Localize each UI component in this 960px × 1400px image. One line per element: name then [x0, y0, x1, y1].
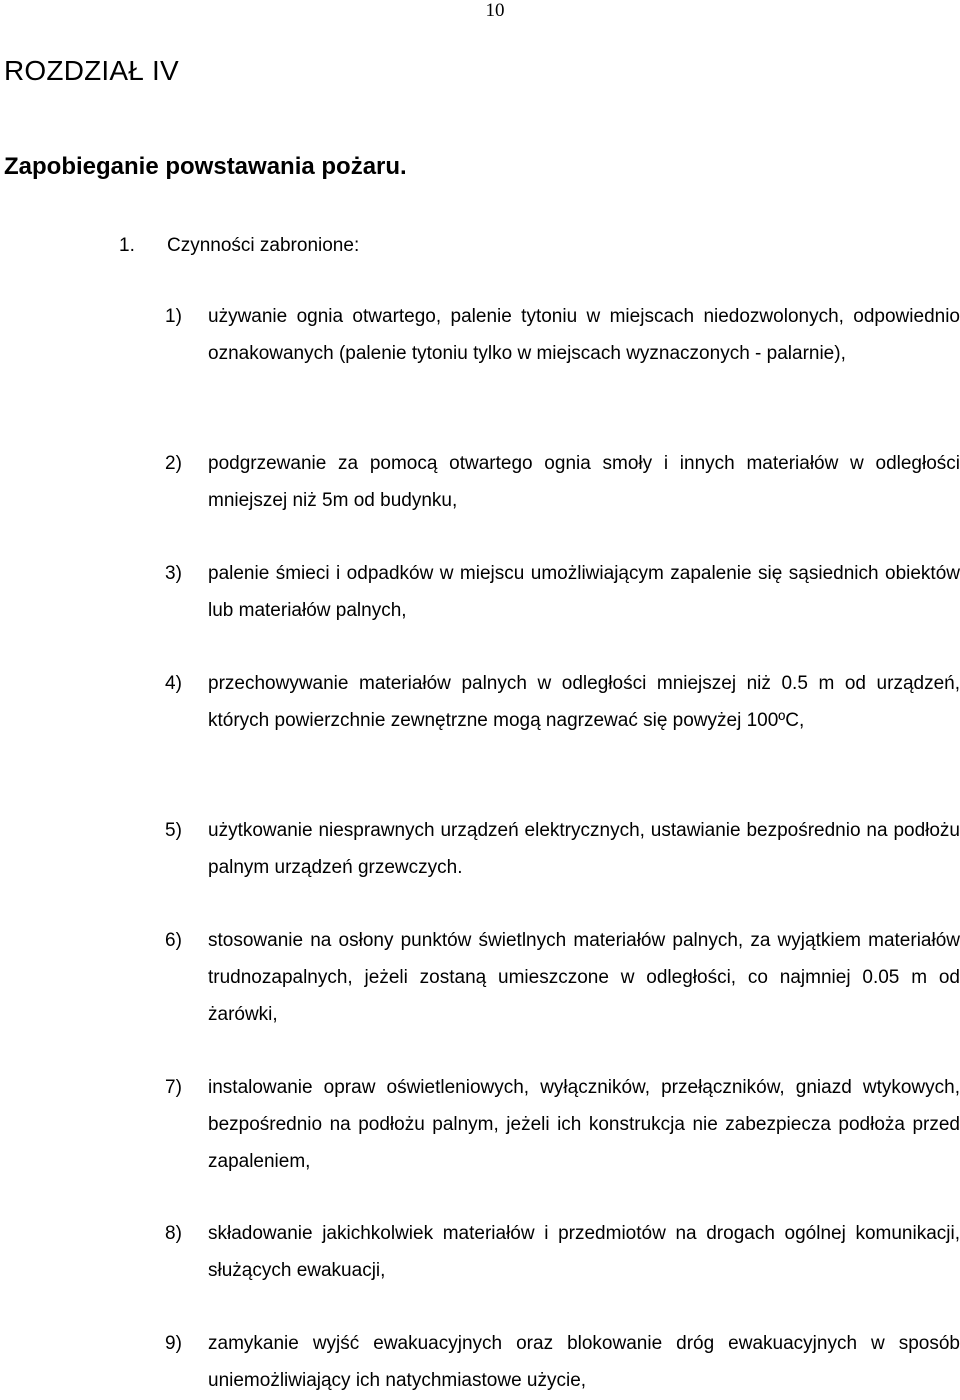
subsection-label: Czynności zabronione:	[167, 235, 360, 256]
list-item	[165, 1070, 960, 1180]
list-item-text: podgrzewanie za pomocą otwartego ognia smoły i innych materiałów w odległości mniejszej niż 5m od budynku,	[208, 453, 960, 511]
section-title: Zapobieganie powstawania pożaru.	[4, 153, 407, 180]
list-item-number: 8)	[165, 1223, 182, 1244]
list-item-text: przechowywanie materiałów palnych w odległości mniejszej niż 0.5 m od urządzeń, których powierzchnie zewnętrzne mogą nagrzewać się powyżej 100ºC,	[208, 673, 960, 731]
list-item-number: 4)	[165, 673, 182, 694]
list-item-text: stosowanie na osłony punktów świetlnych materiałów palnych, za wyjątkiem materiałów trudnozapalnych, jeżeli zostaną umieszczone w odległości, co najmniej 0.05 m od żarówki,	[208, 930, 960, 1025]
list-item	[165, 556, 960, 630]
page-number: 10	[485, 0, 505, 21]
list-item	[165, 923, 960, 1033]
list-item-number: 3)	[165, 563, 182, 584]
chapter-title: ROZDZIAŁ IV	[4, 55, 179, 86]
subsection-number: 1.	[119, 235, 135, 256]
list-item-text: składowanie jakichkolwiek materiałów i przedmiotów na drogach ogólnej komunikacji, służących ewakuacji,	[208, 1223, 960, 1281]
list-item	[165, 1216, 960, 1290]
list-item	[165, 1326, 960, 1400]
list-item-text: palenie śmieci i odpadków w miejscu umożliwiającym zapalenie się sąsiednich obiektów lub materiałów palnych,	[208, 563, 960, 621]
list-item	[165, 446, 960, 520]
list-item-number: 1)	[165, 306, 182, 327]
list-item-number: 2)	[165, 453, 182, 474]
list-item	[165, 299, 960, 373]
list-item-number: 5)	[165, 820, 182, 841]
list-item-text: zamykanie wyjść ewakuacyjnych oraz blokowanie dróg ewakuacyjnych w sposób uniemożliwiający ich natychmiastowe użycie,	[208, 1333, 960, 1391]
list-item-number: 7)	[165, 1077, 182, 1098]
subsection-heading	[119, 232, 359, 260]
list-item-number: 9)	[165, 1333, 182, 1354]
list-item-number: 6)	[165, 930, 182, 951]
list-item	[165, 813, 960, 887]
list-item	[165, 666, 960, 740]
list-item-text: użytkowanie niesprawnych urządzeń elektrycznych, ustawianie bezpośrednio na podłożu palnym urządzeń grzewczych.	[208, 820, 960, 878]
list-item-text: używanie ognia otwartego, palenie tytoniu w miejscach niedozwolonych, odpowiednio oznakowanych (palenie tytoniu tylko w miejscach wyznaczonych - palarnie),	[208, 306, 960, 364]
list-item-text: instalowanie opraw oświetleniowych, wyłączników, przełączników, gniazd wtykowych, bezpośrednio na podłożu palnym, jeżeli ich konstrukcja nie zabezpiecza podłoża przed zapaleniem,	[208, 1077, 960, 1172]
